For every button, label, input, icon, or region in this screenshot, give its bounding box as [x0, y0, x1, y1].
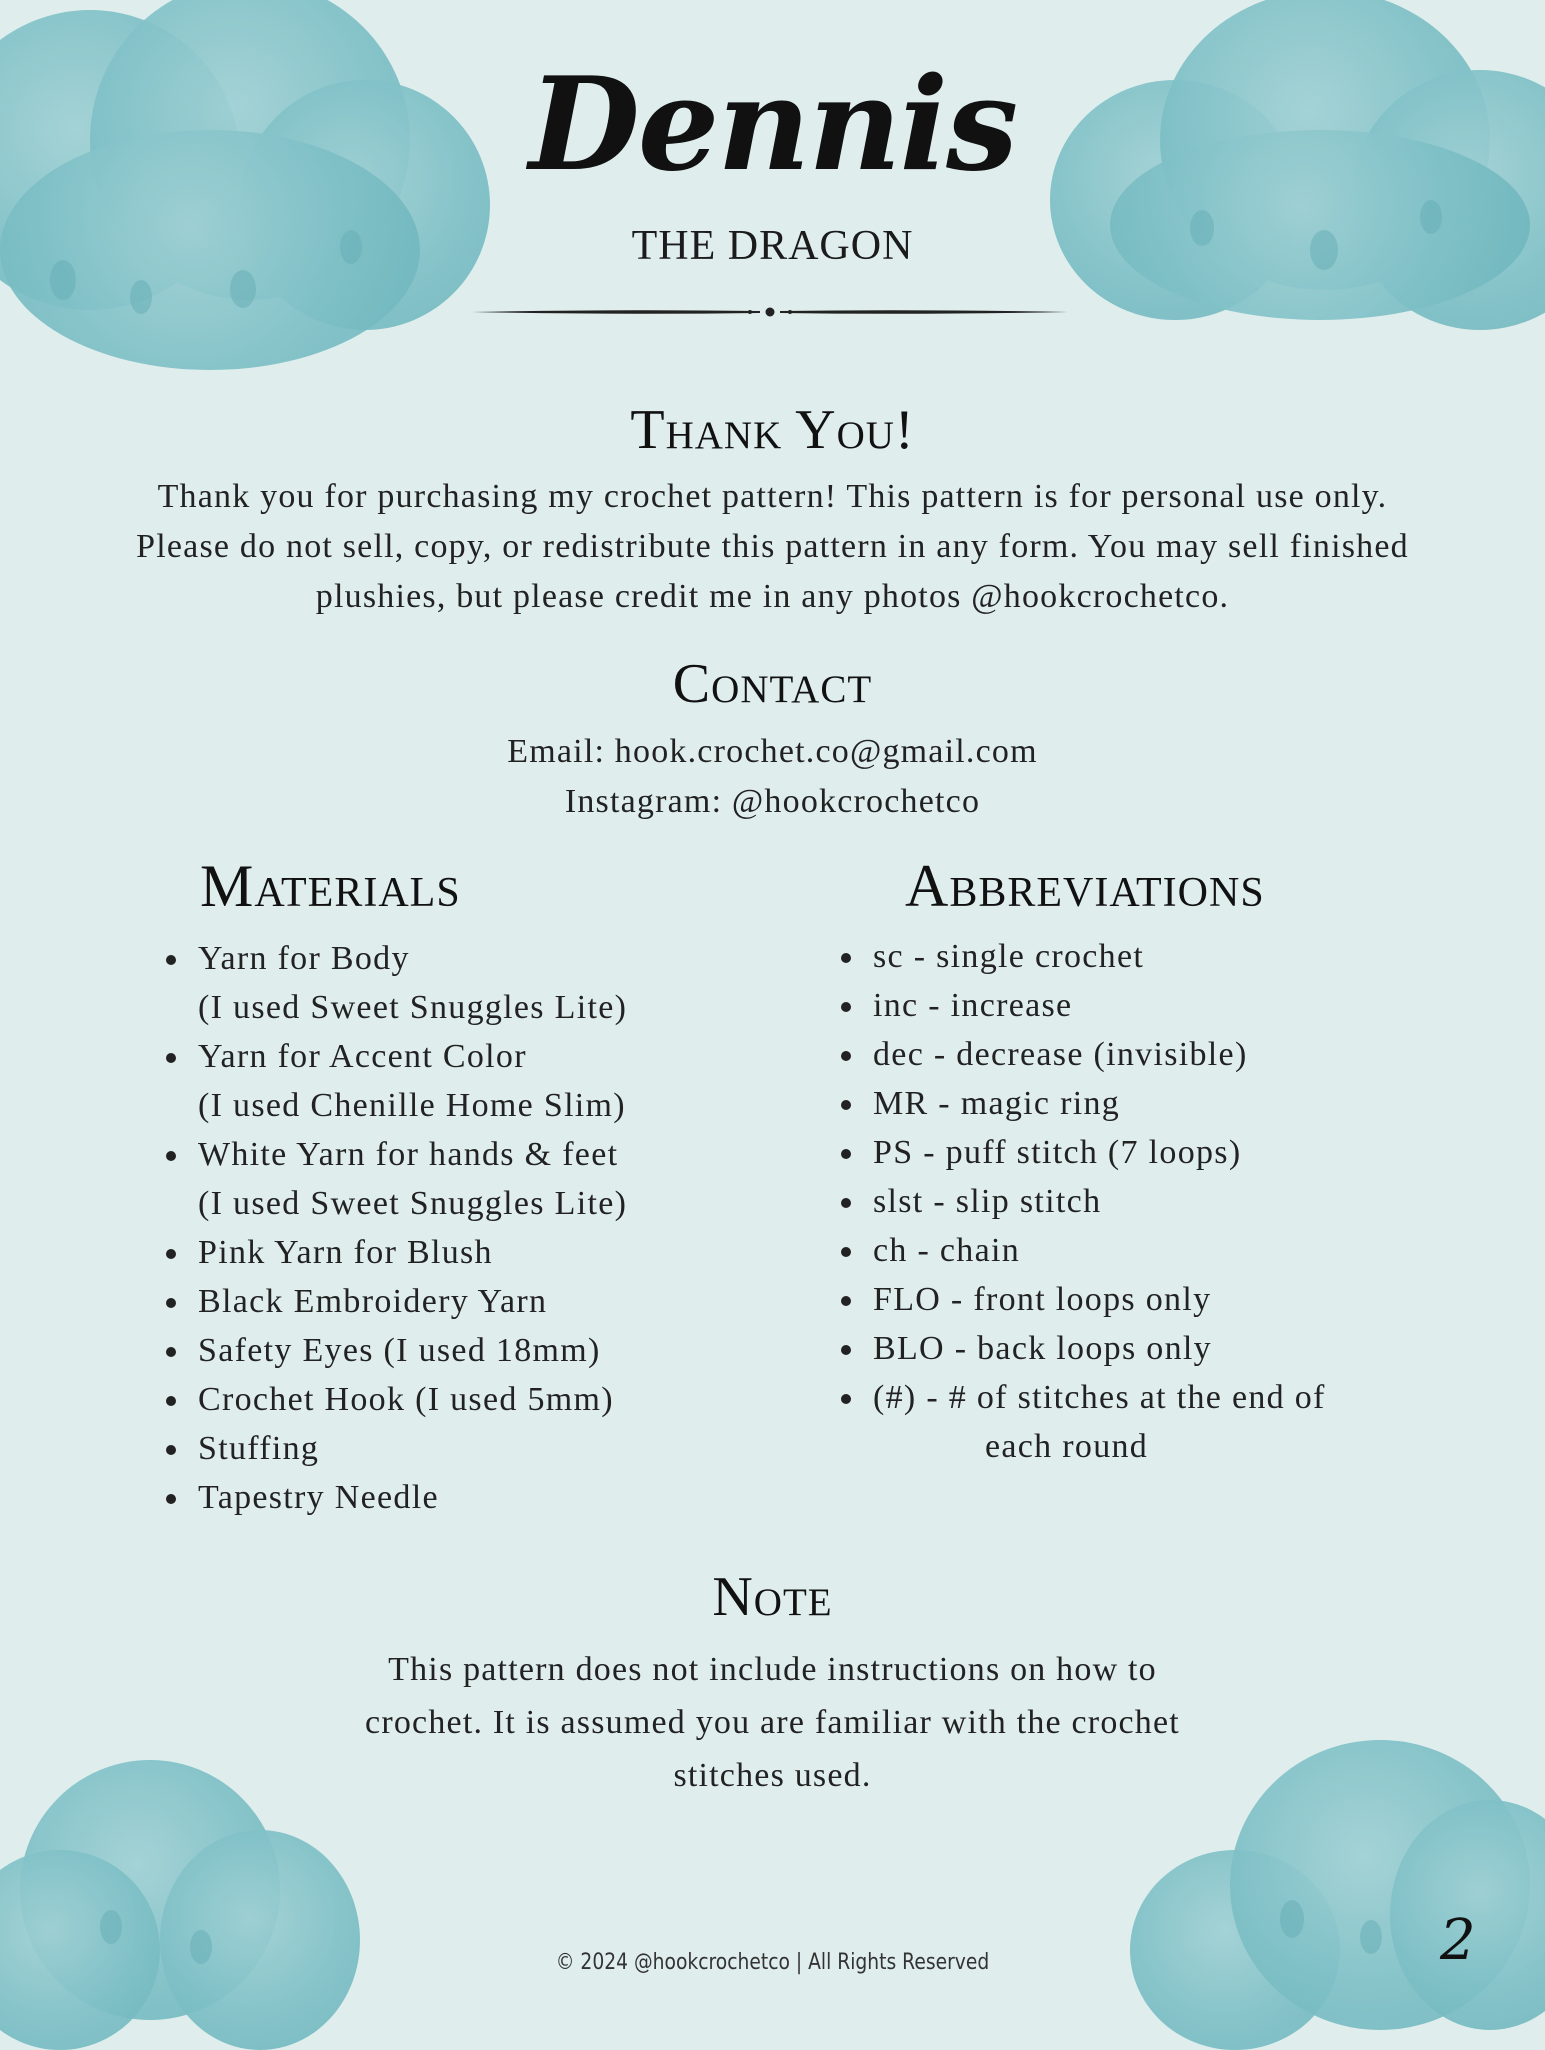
list-item: • Black Embroidery Yarn	[192, 1277, 752, 1326]
note-heading: Note	[712, 1566, 833, 1628]
materials-list	[150, 934, 752, 1522]
pattern-subtitle: THE DRAGON	[631, 223, 914, 269]
thank-you-heading: Thank You!	[630, 399, 915, 461]
note-text	[40, 1643, 1505, 1802]
list-item: • Pink Yarn for Blush	[192, 1228, 752, 1277]
list-item: • MR - magic ring	[867, 1079, 1487, 1128]
list-item: • Stuffing	[192, 1424, 752, 1473]
list-item: • Yarn for Body (I used Sweet Snuggles Lite)	[192, 934, 752, 1032]
list-item: • inc - increase	[867, 981, 1487, 1030]
note-line: stitches used.	[673, 1757, 872, 1794]
list-item: • PS - puff stitch (7 loops)	[867, 1128, 1487, 1177]
materials-heading: Materials	[200, 853, 461, 919]
note-line: crochet. It is assumed you are familiar with the crochet	[365, 1704, 1180, 1741]
page-number: 2	[1440, 1908, 1476, 1973]
list-item: • Safety Eyes (I used 18mm)	[192, 1326, 752, 1375]
abbreviations-heading: Abbreviations	[905, 853, 1265, 919]
note-line: This pattern does not include instructions on how to	[388, 1651, 1157, 1688]
abbreviations-list	[825, 932, 1487, 1471]
contact-email[interactable]: Email: hook.crochet.co@gmail.com	[507, 733, 1038, 770]
cloud-icon	[0, 1760, 380, 2040]
list-item: • dec - decrease (invisible)	[867, 1030, 1487, 1079]
list-item: • Crochet Hook (I used 5mm)	[192, 1375, 752, 1424]
list-item: • ch - chain	[867, 1226, 1487, 1275]
copyright-footer: © 2024 @hookcrochetco | All Rights Reserved	[555, 1950, 990, 1975]
list-item: • White Yarn for hands & feet (I used Sweet Snuggles Lite)	[192, 1130, 752, 1228]
divider-ornament-icon	[470, 300, 1070, 324]
thank-you-text	[40, 472, 1505, 622]
thank-you-line: Please do not sell, copy, or redistribute this pattern in any form. You may sell finished	[136, 528, 1409, 565]
pattern-title: Dennis	[528, 50, 1017, 200]
list-item: • slst - slip stitch	[867, 1177, 1487, 1226]
contact-info	[40, 727, 1505, 827]
list-item: • Yarn for Accent Color (I used Chenille Home Slim)	[192, 1032, 752, 1130]
list-item: • sc - single crochet	[867, 932, 1487, 981]
thank-you-line: plushies, but please credit me in any photos @hookcrochetco.	[315, 578, 1230, 615]
contact-heading: Contact	[672, 653, 873, 715]
list-item: • FLO - front loops only	[867, 1275, 1487, 1324]
contact-instagram[interactable]: Instagram: @hookcrochetco	[564, 783, 981, 820]
list-item: • Tapestry Needle	[192, 1473, 752, 1522]
thank-you-line: Thank you for purchasing my crochet pattern! This pattern is for personal use only.	[157, 478, 1388, 515]
list-item: • (#) - # of stitches at the end of each round	[867, 1373, 1487, 1471]
list-item: • BLO - back loops only	[867, 1324, 1487, 1373]
